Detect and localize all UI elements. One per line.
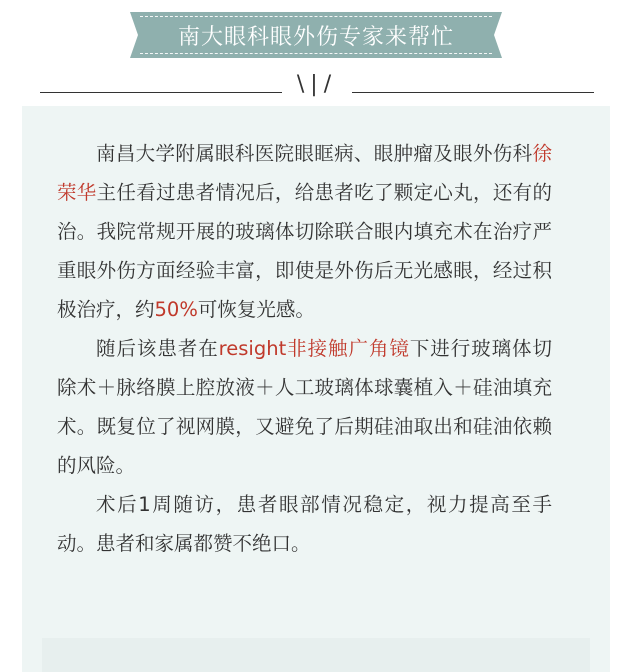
divider-line-right: [352, 92, 594, 93]
paragraph-2-text-a: 随后该患者在: [96, 337, 219, 360]
banner-ribbon: [130, 12, 502, 58]
paragraph-1-text-b: 主任看过患者情况后，给患者吃了颗定心丸，还有的治。我院常规开展的玻璃体切除联合眼内填充术在治疗严重眼外伤方面经验丰富，即使是外伤后无光感眼，经过积极治疗，约: [57, 181, 552, 321]
device-highlight: resight非接触广角镜: [218, 337, 410, 360]
paragraph-2: [57, 329, 552, 485]
article-body: [57, 134, 552, 563]
divider-glyphs: \|/: [296, 72, 338, 97]
paragraph-1-text-a: 南昌大学附属眼科医院眼眶病、眼肿瘤及眼外伤科: [96, 142, 533, 165]
percent-highlight: 50%: [154, 298, 198, 321]
banner-title: 南大眼科眼外伤专家来帮忙: [177, 24, 454, 50]
paragraph-2-text-b: 下进行玻璃体切除术＋脉络膜上腔放液＋人工玻璃体球囊植入＋硅油填充术。既复位了视网膜，又避免了后期硅油取出和硅油依赖的风险。: [57, 337, 552, 477]
divider-line-left: [40, 92, 282, 93]
paragraph-1: [57, 134, 552, 329]
doctor-name-highlight: 徐荣华: [57, 142, 552, 204]
paragraph-3: 术后1周随访，患者眼部情况稳定，视力提高至手动。患者和家属都赞不绝口。: [57, 493, 552, 555]
section-divider: [0, 70, 632, 100]
header-banner: [0, 0, 632, 70]
paragraph-1-text-c: 可恢复光感。: [197, 298, 315, 321]
